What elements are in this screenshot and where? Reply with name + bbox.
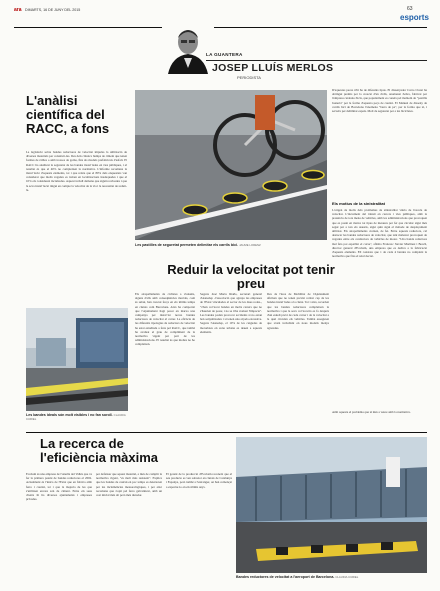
bottom-photo-caption (236, 575, 427, 579)
bottom-section-rule (26, 432, 427, 433)
main-article-col2: Segons José María Riaño, secretari general d'Asnedep -l'associació que agrupa les empreses de l'Estat vinculades al sector de les dues rodes-, "s'han col·locat bandes en molts carrers que no s'haurien de posar, i no se n'ha avaluat l'impacte". Les bandes poden provocar accidents si no estan ben senyalitzades i si tenen una alçada excessiva. Segons l'Asnedep, el 10% de les caigudes de motoristes en zona urbana es deuen a aquests elements. (200, 292, 262, 334)
top-photo-caption (135, 243, 335, 247)
left-photo-caption (26, 413, 128, 422)
left-photo-caption-text: Les bandes ideals són molt visibles i no fan soroll. (26, 413, 113, 417)
right-column-intro: D'aquestes peces n'hi ha de diferents tipus. El dissenyador Curro Claret ha obtingut premis per la creació d'un d'ells, anomenat Zebra, fabricat per l'empresa catalana Zicla, que popularment es coneix pel malnom de "pastilla Juanola" per la forma d'aquesta peça de cautxú. El Manual de disseny de carrils bici de Barcelona l'anomena "barra de pa", per la forma que té, i serveix per delimitar espais. Molt de seguretat per a les bicicletes. (332, 88, 427, 114)
top-photo-credit: JAUME LORENZ (239, 243, 261, 247)
left-photo-credit: CLAUDIA CURIEL (26, 413, 126, 422)
header-rule (14, 27, 427, 28)
top-photo-caption-text: Les pastilles de seguretat permeten delimitar els carrils bici. (135, 243, 239, 247)
column-label-rule (206, 60, 427, 61)
page-number: 63 (407, 6, 413, 12)
left-article-headline: L'anàlisi científica del RACC, a fons (26, 93, 110, 136)
newspaper-logo: ara (14, 7, 22, 13)
right-column-body: L'origen de molts dels problemes de sinistralitat viària de l'escola de velocitat. L'increment del trànsit en carrers i vies públiques, amb la presència de tota mena de vehicles, amb les administracions que provoquen que es posin en marxa tot tipus de mesures per fer que circular sigui més segur per a tots els usuaris, sigui quin sigui el mètode de desplaçament utilitzat. Els atropellaments creixen, de fet. Entre aquests reductors, cal destacar les bandes reductores de velocitat, que tant malestar provoquen de vegades entre els conductors de vehicles de motor. "Una banda reductora mal feta pot espatllar el cotxe", afirma Francesc Xavier Martínez i Bosch, director general d'Ecobam, una empresa que es dedica a la fabricació d'aquests elements. Ell constata que 1 de cada 4 bandes no compleix la normativa que fixa el reial decret. (332, 208, 427, 259)
right-column-note: Amb aquesta el problema que té més a veure amb la normativa. (332, 410, 411, 414)
bottom-article-headline: La recerca de l'eficiència màxima (40, 436, 158, 465)
author-name: JOSEP LLUÍS MERLOS (212, 62, 334, 74)
left-article-body: La legislació sobre bandes reductores de velocitat impulsa la utilització de diverses materials per construir-les. Des dels clàssics bumps de ciment que tenen formes de ràtlles o amb trossos de goma, fins als models prefabricats d'asfalt. El RACC ha analitzat la seguretat de les bandes instal·lades en vies públiques, i el resultat és que el 40% no compleixen la normativa. L'informe recomana la instal·lació d'aquests elements, tot i que relata que el 80% dels enquestats van considerar que molts vegades es troben en localitzacions inadequades i que el 10% els consideren incòmodes. Aquest treball demana que siguin revisades i que la seva instal·lació tingui en compte la velocitat de la via i la necessitat de reduir-la. (26, 150, 127, 192)
section-name: esports (400, 13, 429, 22)
bottom-photo-caption-text: Bandes reductores de velocitat a l'aeroport de Barcelona. (236, 575, 335, 579)
author-portrait (162, 22, 214, 74)
top-photo-bike-lane (135, 90, 327, 240)
bottom-article-col3: El gerent de la producció d'Ecobam reconeix que el seu producte es ven sobretot en ciutats de Catalunya i Espanya, però també a l'estranger, on han començat a exportar-lo en els últims anys. (166, 472, 232, 489)
main-article-col1: Els atropellaments de ciclistes a vianants, alguns d'ells amb conseqüències mortals, com és sabut, han crescut força en els últims temps en ciutats com Barcelona. Això ha comportat que l'Ajuntament hagi posat en marxa una campanya per instal·lar noves bandes reductores de velocitat al carrer. La eficàcia de les diferents tipologies de reductors de velocitat ha estat estudiada a fons pel RACC, que també ha avaluat el grau de compliment de la normativa vigent per part de les administracions. El resultat és que moltes no ho compleixen. (135, 292, 195, 347)
bottom-photo-airport (236, 437, 427, 573)
main-article-col3: Des de l'àrea de Mobilitat de l'Ajuntament afirmen que no tenen previst retirar cap de les bandes instal·lades a la ciutat. Tot i això, recorden que les bandes reductores compleixen la normativa i que la seva col·locació es fa després d'un estudi previ de cada carrer i de la velocitat a la qual circulen els vehicles. També asseguren que s'està treballant en nous models menys agressius. (267, 292, 329, 330)
left-photo-parking (26, 308, 128, 411)
bottom-article-col2: per defensar que aquest material, a més de complir la normativa vigent, "és molt més resistent". Explica que les bandes de cautxú en poc temps es deterioren per les inclemències meteorològiques, i per això recomana que s'opti pel ferro galvanitzat, amb un cost inicial més alt però més durador. (96, 472, 162, 498)
main-article-headline: Reduir la velocitat pot tenir preu (167, 262, 335, 291)
column-label: LA GUANTERA (206, 52, 243, 57)
bottom-photo-credit: CLAUDIA CURIEL (335, 575, 359, 579)
bottom-article-col1: Ecobam és una empresa de l'Anella del Vallès que va fer la primera patent de bandes reductores el 2002. Actualment és l'única de l'Estat que en fabrica amb ferro i cautxú, tot i que la majoria de les que s'utilitzen encara són de ciment. Entre els seus clients hi ha diversos ajuntaments i empreses privades. (26, 472, 92, 502)
author-role: PERIODISTA (237, 75, 261, 80)
issue-date: DIMARTS, 16 DE JUNY DEL 2015 (25, 7, 81, 12)
right-column-subhead: Els motius de la sinistralitat (332, 201, 385, 206)
